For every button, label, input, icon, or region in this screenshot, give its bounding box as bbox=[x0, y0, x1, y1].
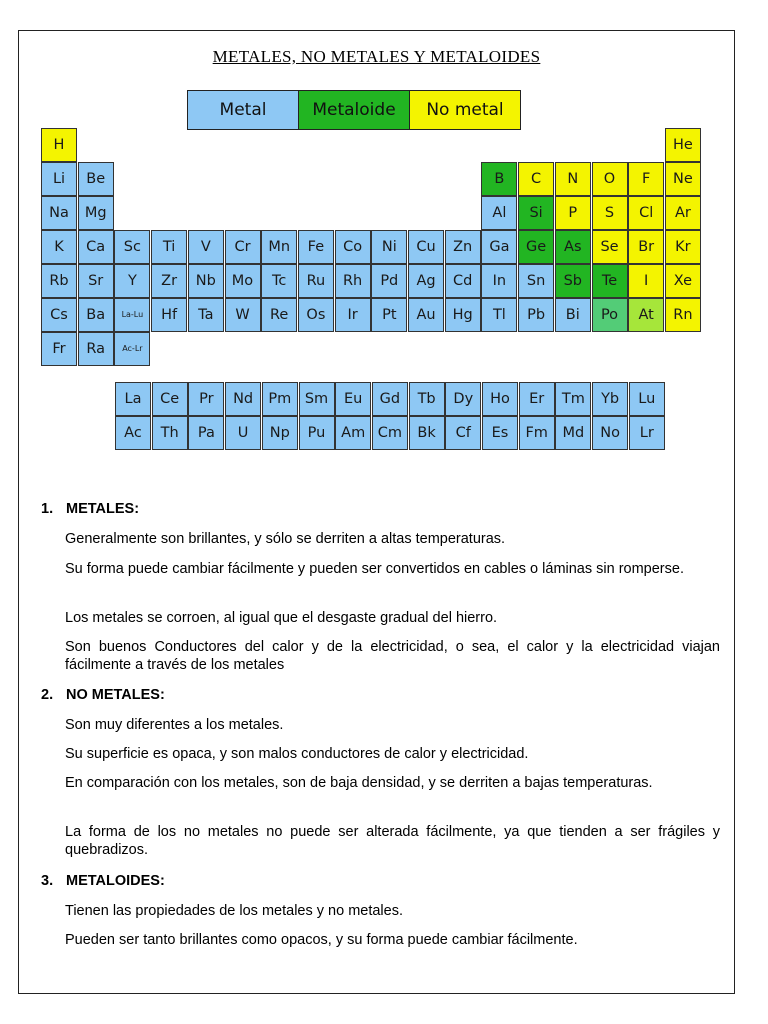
element-cell-pu: Pu bbox=[299, 416, 335, 450]
element-cell-se: Se bbox=[592, 230, 628, 264]
legend-nonmetal: No metal bbox=[410, 91, 520, 129]
section-heading-metales: 1. METALES: bbox=[41, 501, 140, 517]
element-cell-te: Te bbox=[592, 264, 628, 298]
element-cell-zr: Zr bbox=[151, 264, 187, 298]
element-cell-dy: Dy bbox=[445, 382, 481, 416]
element-cell-sn: Sn bbox=[518, 264, 554, 298]
element-cell-p: P bbox=[555, 196, 591, 230]
paragraph: Su forma puede cambiar fácilmente y pueden ser convertidos en cables o láminas sin romperse. bbox=[65, 561, 684, 577]
element-cell-in: In bbox=[481, 264, 517, 298]
element-cell-ca: Ca bbox=[78, 230, 114, 264]
element-cell-c: C bbox=[518, 162, 554, 196]
element-cell-ac-lr: Ac-Lr bbox=[114, 332, 150, 366]
element-cell-li: Li bbox=[41, 162, 77, 196]
element-cell-xe: Xe bbox=[665, 264, 701, 298]
element-cell-bk: Bk bbox=[409, 416, 445, 450]
element-cell-pd: Pd bbox=[371, 264, 407, 298]
element-cell-sb: Sb bbox=[555, 264, 591, 298]
element-cell-lr: Lr bbox=[629, 416, 665, 450]
element-cell-ac: Ac bbox=[115, 416, 151, 450]
element-cell-rb: Rb bbox=[41, 264, 77, 298]
element-cell-b: B bbox=[481, 162, 517, 196]
element-cell-v: V bbox=[188, 230, 224, 264]
element-cell-ne: Ne bbox=[665, 162, 701, 196]
element-cell-os: Os bbox=[298, 298, 334, 332]
element-cell-tc: Tc bbox=[261, 264, 297, 298]
legend-metalloid: Metaloide bbox=[299, 91, 410, 129]
element-cell-cu: Cu bbox=[408, 230, 444, 264]
element-cell-cm: Cm bbox=[372, 416, 408, 450]
element-cell-al: Al bbox=[481, 196, 517, 230]
paragraph: En comparación con los metales, son de baja densidad, y se derriten a bajas temperaturas. bbox=[65, 775, 653, 791]
element-cell-co: Co bbox=[335, 230, 371, 264]
element-cell-cd: Cd bbox=[445, 264, 481, 298]
element-cell-es: Es bbox=[482, 416, 518, 450]
element-cell-sc: Sc bbox=[114, 230, 150, 264]
element-cell-ru: Ru bbox=[298, 264, 334, 298]
element-cell-ge: Ge bbox=[518, 230, 554, 264]
element-cell-na: Na bbox=[41, 196, 77, 230]
document-page bbox=[18, 30, 735, 994]
element-cell-as: As bbox=[555, 230, 591, 264]
page-title: METALES, NO METALES Y METALOIDES bbox=[212, 47, 541, 66]
element-cell-cl: Cl bbox=[628, 196, 664, 230]
element-cell-he: He bbox=[665, 128, 701, 162]
element-cell-pb: Pb bbox=[518, 298, 554, 332]
element-cell-si: Si bbox=[518, 196, 554, 230]
element-cell-re: Re bbox=[261, 298, 297, 332]
element-cell-tl: Tl bbox=[481, 298, 517, 332]
element-cell-la-lu: La-Lu bbox=[114, 298, 150, 332]
color-legend bbox=[187, 90, 521, 130]
element-cell-ga: Ga bbox=[481, 230, 517, 264]
element-cell-y: Y bbox=[114, 264, 150, 298]
element-cell-w: W bbox=[225, 298, 261, 332]
element-cell-zn: Zn bbox=[445, 230, 481, 264]
element-cell-ho: Ho bbox=[482, 382, 518, 416]
element-cell-ag: Ag bbox=[408, 264, 444, 298]
element-cell-pa: Pa bbox=[188, 416, 224, 450]
element-cell-kr: Kr bbox=[665, 230, 701, 264]
paragraph: Su superficie es opaca, y son malos conductores de calor y electricidad. bbox=[65, 746, 529, 762]
element-cell-s: S bbox=[592, 196, 628, 230]
element-cell-o: O bbox=[592, 162, 628, 196]
element-cell-mg: Mg bbox=[78, 196, 114, 230]
element-cell-sr: Sr bbox=[78, 264, 114, 298]
element-cell-h: H bbox=[41, 128, 77, 162]
element-cell-no: No bbox=[592, 416, 628, 450]
paragraph: Son buenos Conductores del calor y de la electricidad, o sea, el calor y la electricidad viajan fácilmente a través de los metales bbox=[65, 639, 720, 673]
element-cell-ti: Ti bbox=[151, 230, 187, 264]
element-cell-tb: Tb bbox=[409, 382, 445, 416]
element-cell-lu: Lu bbox=[629, 382, 665, 416]
element-cell-am: Am bbox=[335, 416, 371, 450]
element-cell-rh: Rh bbox=[335, 264, 371, 298]
paragraph: Son muy diferentes a los metales. bbox=[65, 717, 284, 733]
element-cell-md: Md bbox=[555, 416, 591, 450]
element-cell-hf: Hf bbox=[151, 298, 187, 332]
legend-metal: Metal bbox=[188, 91, 299, 129]
element-cell-tm: Tm bbox=[555, 382, 591, 416]
element-cell-th: Th bbox=[152, 416, 188, 450]
element-cell-nd: Nd bbox=[225, 382, 261, 416]
element-cell-pm: Pm bbox=[262, 382, 298, 416]
element-cell-sm: Sm bbox=[299, 382, 335, 416]
element-cell-br: Br bbox=[628, 230, 664, 264]
element-cell-ar: Ar bbox=[665, 196, 701, 230]
element-cell-k: K bbox=[41, 230, 77, 264]
element-cell-fr: Fr bbox=[41, 332, 77, 366]
element-cell-er: Er bbox=[519, 382, 555, 416]
element-cell-be: Be bbox=[78, 162, 114, 196]
element-cell-gd: Gd bbox=[372, 382, 408, 416]
element-cell-pt: Pt bbox=[371, 298, 407, 332]
element-cell-ba: Ba bbox=[78, 298, 114, 332]
element-cell-i: I bbox=[628, 264, 664, 298]
paragraph: Los metales se corroen, al igual que el desgaste gradual del hierro. bbox=[65, 610, 498, 626]
element-cell-yb: Yb bbox=[592, 382, 628, 416]
element-cell-ta: Ta bbox=[188, 298, 224, 332]
element-cell-mo: Mo bbox=[225, 264, 261, 298]
element-cell-rn: Rn bbox=[665, 298, 701, 332]
element-cell-ir: Ir bbox=[335, 298, 371, 332]
paragraph: La forma de los no metales no puede ser alterada fácilmente, ya que tienden a ser frágiles y quebradizos. bbox=[65, 824, 720, 858]
element-cell-po: Po bbox=[592, 298, 628, 332]
element-cell-bi: Bi bbox=[555, 298, 591, 332]
element-cell-n: N bbox=[555, 162, 591, 196]
element-cell-mn: Mn bbox=[261, 230, 297, 264]
element-cell-cf: Cf bbox=[445, 416, 481, 450]
element-cell-ra: Ra bbox=[78, 332, 114, 366]
element-cell-hg: Hg bbox=[445, 298, 481, 332]
element-cell-f: F bbox=[628, 162, 664, 196]
element-cell-cs: Cs bbox=[41, 298, 77, 332]
element-cell-u: U bbox=[225, 416, 261, 450]
element-cell-ni: Ni bbox=[371, 230, 407, 264]
element-cell-la: La bbox=[115, 382, 151, 416]
element-cell-at: At bbox=[628, 298, 664, 332]
section-heading-metaloides: 3. METALOIDES: bbox=[41, 873, 165, 889]
paragraph: Pueden ser tanto brillantes como opacos, y su forma puede cambiar fácilmente. bbox=[65, 932, 578, 948]
element-cell-ce: Ce bbox=[152, 382, 188, 416]
paragraph: Tienen las propiedades de los metales y no metales. bbox=[65, 903, 403, 919]
element-cell-fm: Fm bbox=[519, 416, 555, 450]
element-cell-cr: Cr bbox=[225, 230, 261, 264]
element-cell-au: Au bbox=[408, 298, 444, 332]
element-cell-np: Np bbox=[262, 416, 298, 450]
element-cell-eu: Eu bbox=[335, 382, 371, 416]
section-heading-no-metales: 2. NO METALES: bbox=[41, 687, 165, 703]
element-cell-pr: Pr bbox=[188, 382, 224, 416]
element-cell-nb: Nb bbox=[188, 264, 224, 298]
paragraph: Generalmente son brillantes, y sólo se derriten a altas temperaturas. bbox=[65, 531, 506, 547]
element-cell-fe: Fe bbox=[298, 230, 334, 264]
